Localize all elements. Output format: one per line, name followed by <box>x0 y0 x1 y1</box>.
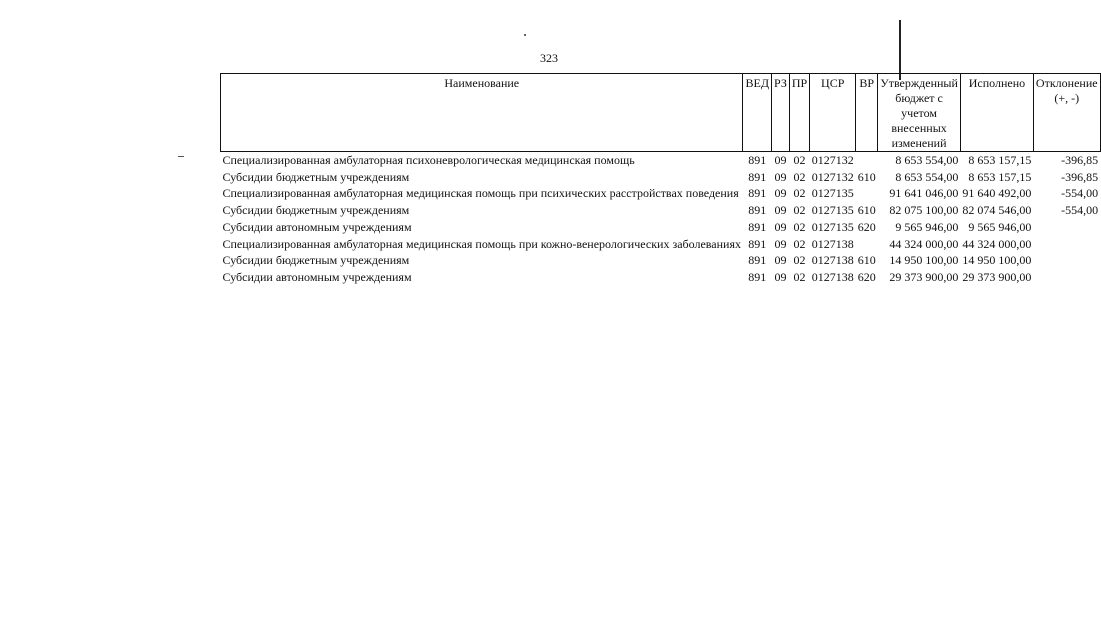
row-deviation: -554,00 <box>1061 203 1099 218</box>
row-name: Субсидии автономным учреждениям <box>222 219 412 234</box>
col-header-rz: РЗ <box>772 74 790 152</box>
table-row <box>221 269 1101 286</box>
row-rz: 09 <box>774 236 787 251</box>
row-approved: 9 565 946,00 <box>895 219 959 234</box>
row-rz: 09 <box>774 253 787 268</box>
row-deviation <box>1033 219 1100 236</box>
row-deviation <box>1033 252 1100 269</box>
col-header-name: Наименование <box>221 74 743 152</box>
row-csr: 0127135 <box>811 203 854 218</box>
row-pr: 02 <box>793 236 806 251</box>
row-name: Субсидии бюджетным учреждениям <box>222 169 410 184</box>
row-rz: 09 <box>774 153 787 167</box>
row-vr: 610 <box>857 203 876 218</box>
row-pr: 02 <box>793 169 806 184</box>
row-vr: 610 <box>857 169 876 184</box>
table-row <box>221 236 1101 253</box>
row-deviation <box>1033 269 1100 286</box>
row-ved: 891 <box>748 153 767 167</box>
row-executed: 44 324 000,00 <box>962 236 1032 251</box>
row-name: Специализированная амбулаторная медицинская помощь при психических расстройствах поведения <box>222 186 739 201</box>
row-approved: 82 075 100,00 <box>889 203 959 218</box>
row-name: Субсидии бюджетным учреждениям <box>222 203 410 218</box>
row-pr: 02 <box>793 269 806 284</box>
col-header-deviation: Отклонение (+, -) <box>1033 74 1100 152</box>
row-vr <box>856 152 878 169</box>
row-approved: 29 373 900,00 <box>889 269 959 284</box>
row-csr: 0127138 <box>811 236 854 251</box>
table-row <box>221 202 1101 219</box>
row-name: Специализированная амбулаторная психоневрологическая медицинская помощь <box>222 153 635 167</box>
scan-speck <box>524 34 526 36</box>
budget-report-table <box>220 73 1101 286</box>
table-header-row <box>221 74 1101 152</box>
row-rz: 09 <box>774 169 787 184</box>
row-approved: 14 950 100,00 <box>889 253 959 268</box>
col-header-ved: ВЕД <box>743 74 772 152</box>
table-row <box>221 185 1101 202</box>
row-csr: 0127132 <box>811 169 854 184</box>
row-ved: 891 <box>748 186 767 201</box>
row-rz: 09 <box>774 203 787 218</box>
row-executed: 82 074 546,00 <box>962 203 1032 218</box>
row-name: Субсидии бюджетным учреждениям <box>222 253 410 268</box>
row-ved: 891 <box>748 236 767 251</box>
row-rz: 09 <box>774 186 787 201</box>
row-name: Специализированная амбулаторная медицинская помощь при кожно-венерологических заболеваниях <box>222 236 741 251</box>
row-ved: 891 <box>748 169 767 184</box>
row-pr: 02 <box>793 253 806 268</box>
row-executed: 9 565 946,00 <box>968 219 1032 234</box>
row-pr: 02 <box>793 219 806 234</box>
row-rz: 09 <box>774 219 787 234</box>
scan-edge-line <box>899 20 901 80</box>
col-header-pr: ПР <box>789 74 809 152</box>
row-executed: 14 950 100,00 <box>962 253 1032 268</box>
row-vr: 620 <box>857 269 876 284</box>
table-row <box>221 219 1101 236</box>
row-ved: 891 <box>748 269 767 284</box>
row-name: Субсидии автономным учреждениям <box>222 269 412 284</box>
row-csr: 0127138 <box>811 269 854 284</box>
table-row <box>221 169 1101 186</box>
row-vr: 610 <box>857 253 876 268</box>
row-approved: 8 653 554,00 <box>895 153 959 167</box>
row-csr: 0127135 <box>811 219 854 234</box>
col-header-executed: Исполнено <box>960 74 1033 152</box>
page-number: 323 <box>540 51 558 65</box>
row-deviation: -396,85 <box>1061 153 1099 167</box>
row-csr: 0127135 <box>811 186 854 201</box>
row-pr: 02 <box>793 153 806 167</box>
row-ved: 891 <box>748 203 767 218</box>
row-ved: 891 <box>748 219 767 234</box>
row-rz: 09 <box>774 269 787 284</box>
col-header-vr: ВР <box>856 74 878 152</box>
row-executed: 8 653 157,15 <box>968 169 1032 184</box>
table-row <box>221 252 1101 269</box>
row-pr: 02 <box>793 203 806 218</box>
row-approved: 8 653 554,00 <box>895 169 959 184</box>
row-deviation: -554,00 <box>1061 186 1099 201</box>
row-csr: 0127132 <box>811 153 854 167</box>
row-approved: 91 641 046,00 <box>889 186 959 201</box>
row-deviation <box>1033 236 1100 253</box>
row-csr: 0127138 <box>811 253 854 268</box>
row-approved: 44 324 000,00 <box>889 236 959 251</box>
row-executed: 8 653 157,15 <box>968 153 1032 167</box>
row-executed: 29 373 900,00 <box>962 269 1032 284</box>
col-header-csr: ЦСР <box>810 74 856 152</box>
scan-margin-mark <box>178 156 184 157</box>
row-vr <box>856 236 878 253</box>
table-row <box>221 152 1101 169</box>
row-ved: 891 <box>748 253 767 268</box>
row-vr <box>856 185 878 202</box>
row-deviation: -396,85 <box>1061 169 1099 184</box>
row-pr: 02 <box>793 186 806 201</box>
col-header-approved: Утвержденный бюджет с учетом внесенных изменений <box>878 74 961 152</box>
row-vr: 620 <box>857 219 876 234</box>
row-executed: 91 640 492,00 <box>962 186 1032 201</box>
